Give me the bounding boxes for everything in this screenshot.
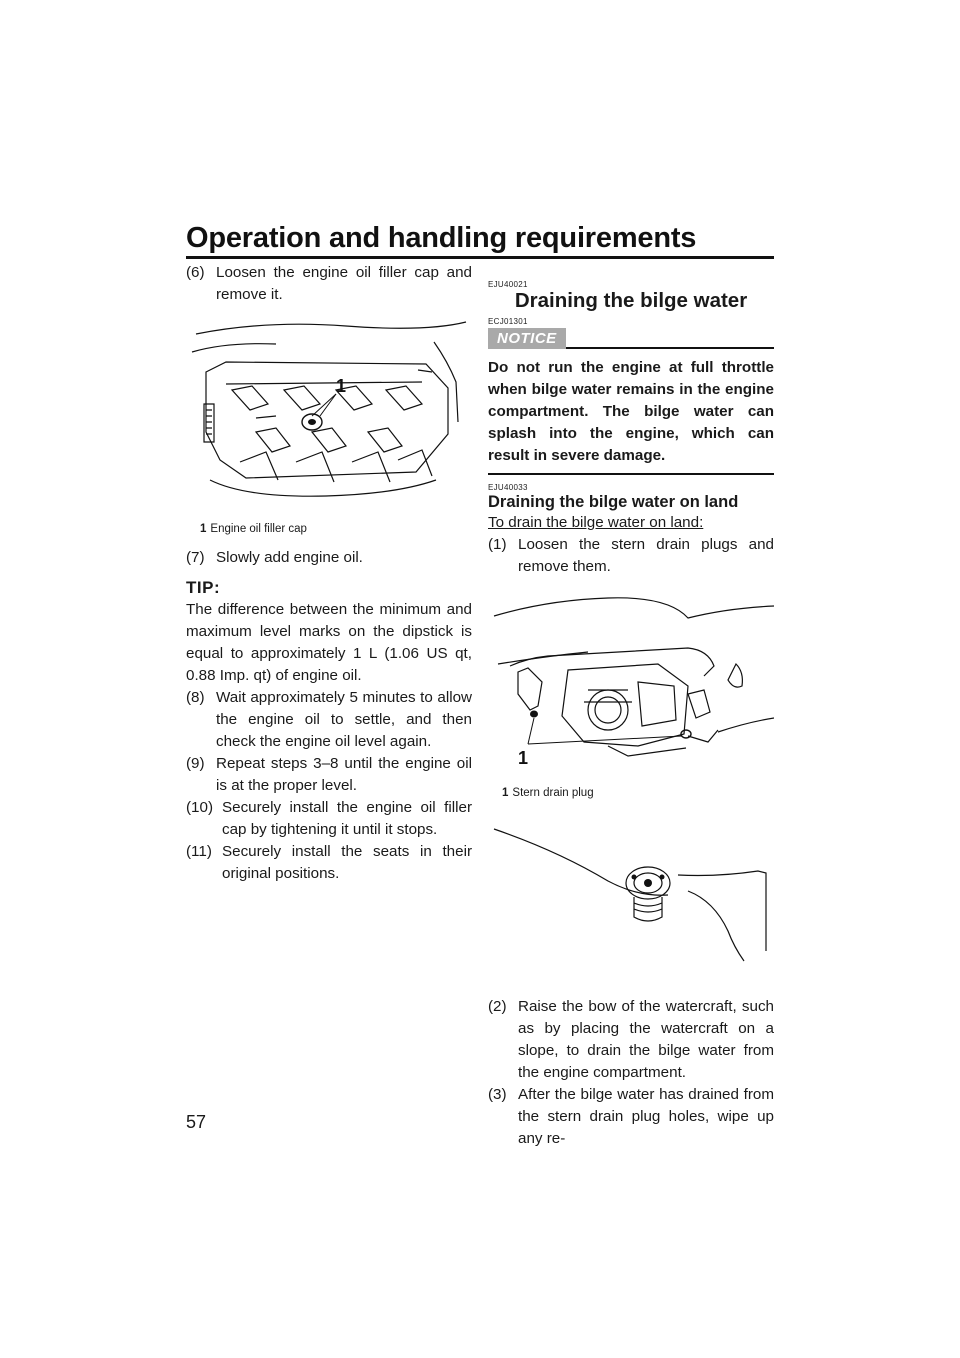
figure-callout: 1 [336, 376, 347, 396]
step-text: Loosen the engine oil filler cap and remove it. [216, 264, 472, 303]
step-text: Repeat steps 3–8 until the engine oil is at the proper level. [216, 755, 472, 794]
step-number: (8) [186, 689, 205, 706]
drain-plug-detail-illustration [488, 821, 774, 971]
notice-end-rule [488, 473, 774, 475]
subsection-title: Draining the bilge water on land [488, 493, 739, 511]
step-11 [186, 841, 472, 885]
subsection-code: EJU40033 [488, 483, 528, 492]
page-number: 57 [186, 1112, 207, 1132]
step-number: (9) [186, 755, 205, 772]
step-number: (3) [488, 1086, 507, 1103]
step-text: Slowly add engine oil. [216, 549, 363, 566]
figure-caption [488, 785, 774, 801]
step-number: (10) [186, 799, 214, 816]
step-text: Loosen the stern drain plugs and remove them. [518, 536, 774, 575]
engine-oil-filler-cap-illustration [186, 312, 472, 512]
caption-number: 1 [502, 787, 509, 799]
caption-text: Stern drain plug [512, 787, 594, 799]
step-text: Securely install the seats in their original positions. [222, 843, 472, 882]
step-text: Wait approximately 5 minutes to allow the engine oil to settle, and then check the engine oil level again. [216, 689, 472, 750]
notice-text: Do not run the engine at full throttle when bilge water remains in the engine compartment. The bilge water can splash into the engine, which can result in severe damage. [488, 359, 774, 464]
figure-caption [186, 521, 472, 537]
stern-drain-plug-illustration [488, 586, 774, 776]
figure-drain-plug-detail [488, 821, 774, 978]
notice-badge: NOTICE [488, 328, 566, 349]
step-7 [186, 547, 472, 569]
page-header-title: Operation and handling requirements [186, 222, 697, 254]
notice-header [488, 328, 774, 349]
header-rule [186, 256, 774, 259]
step-text: Securely install the engine oil filler cap by tightening it until it stops. [222, 799, 472, 838]
step-text: After the bilge water has drained from the stern drain plug holes, wipe up any re- [518, 1086, 774, 1147]
step-8 [186, 687, 472, 753]
figure-callout: 1 [518, 748, 529, 768]
step-text: Raise the bow of the watercraft, such as by placing the watercraft on a slope, to drain the bilge water from the engine compartment. [518, 998, 774, 1081]
tip-heading: TIP: [186, 578, 221, 597]
intro-text: To drain the bilge water on land: [488, 514, 704, 531]
step-number: (1) [488, 536, 507, 553]
right-column [488, 280, 774, 1150]
step-9 [186, 753, 472, 797]
section-title: Draining the bilge water [514, 289, 748, 312]
figure-engine-oil-cap [186, 312, 472, 537]
step-1 [488, 534, 774, 578]
figure-stern-drain-plug [488, 586, 774, 801]
caption-number: 1 [200, 523, 207, 535]
tip-text: The difference between the minimum and maximum level marks on the dipstick is equal to approximately 1 L (1.06 US qt, 0.88 Imp. qt) of engine oil. [186, 601, 472, 684]
step-10 [186, 797, 472, 841]
section-code: EJU40021 [488, 280, 528, 289]
step-number: (2) [488, 998, 507, 1015]
notice-code: ECJ01301 [488, 317, 528, 326]
step-6 [186, 262, 472, 306]
step-2 [488, 996, 774, 1084]
step-3 [488, 1084, 774, 1150]
step-number: (6) [186, 264, 205, 281]
caption-text: Engine oil filler cap [210, 523, 307, 535]
notice-rule [566, 347, 774, 349]
left-column [186, 262, 472, 885]
step-number: (11) [186, 843, 212, 860]
step-number: (7) [186, 549, 205, 566]
